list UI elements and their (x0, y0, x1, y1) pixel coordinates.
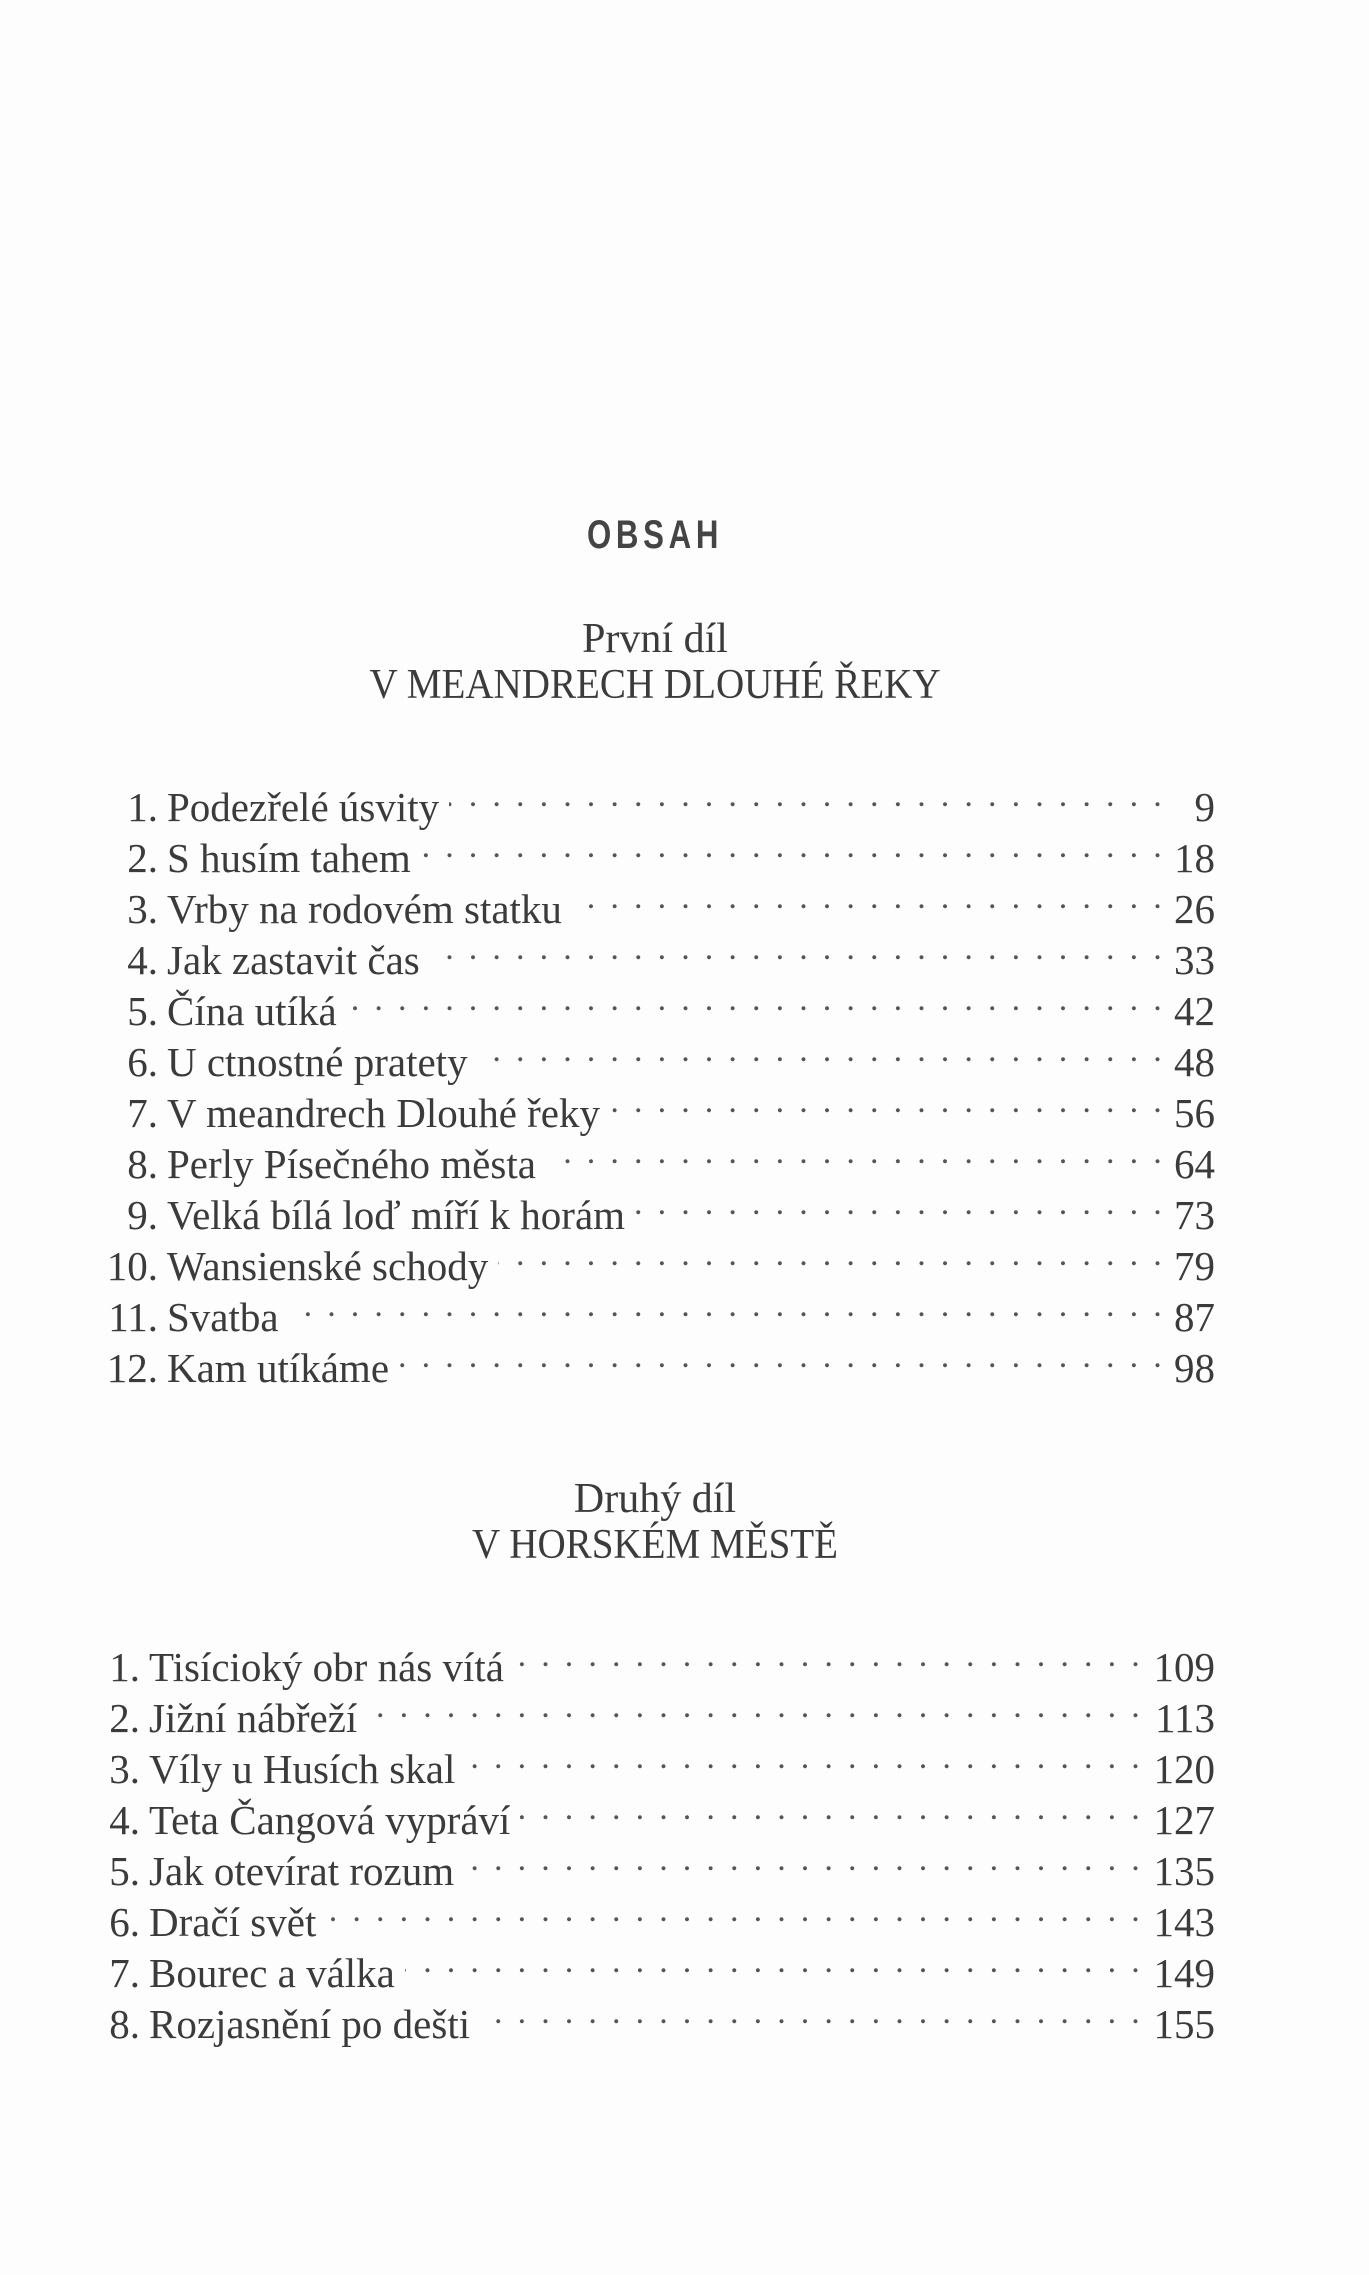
dot-leader (520, 1783, 1143, 1834)
page-number: 143 (1153, 1899, 1215, 1945)
page-number: 26 (1174, 886, 1215, 932)
chapter-number: 7. (109, 1950, 140, 1996)
chapter-title: Wansienské schody (167, 1243, 489, 1289)
chapter-number: 12. (106, 1345, 158, 1391)
chapter-number: 8. (109, 2001, 140, 2047)
page-number: 109 (1153, 1644, 1215, 1690)
chapter-title: Jak otevírat rozum (149, 1848, 455, 1894)
chapter-title: Svatba (167, 1294, 279, 1340)
chapter-number: 9. (127, 1192, 158, 1238)
page-number: 98 (1174, 1345, 1215, 1391)
dot-leader (610, 1076, 1165, 1127)
toc-entry (100, 1630, 1215, 1690)
chapter-number: 3. (109, 1746, 140, 1792)
part-heading (0, 616, 1310, 708)
page-number: 48 (1174, 1039, 1215, 1085)
chapter-title: Jižní nábřeží (149, 1695, 358, 1741)
dot-leader (465, 1732, 1143, 1783)
chapter-title: S husím tahem (167, 835, 411, 881)
chapter-title: Víly u Husích skal (149, 1746, 456, 1792)
toc-entry (100, 770, 1215, 830)
chapter-number: 4. (109, 1797, 140, 1843)
dot-leader (430, 923, 1165, 974)
chapter-number: 1. (109, 1644, 140, 1690)
chapter-number: 10. (106, 1243, 158, 1289)
chapter-number: 7. (127, 1090, 158, 1136)
part-subtitle: V HORSKÉM MĚSTĚ (471, 1522, 839, 1568)
chapter-list (100, 1630, 1215, 2047)
dot-leader (421, 821, 1165, 872)
chapter-number: 1. (127, 784, 158, 830)
page-number: 127 (1153, 1797, 1215, 1843)
page-number: 33 (1174, 937, 1215, 983)
dot-leader (449, 770, 1165, 821)
page-number: 64 (1174, 1141, 1215, 1187)
chapter-number: 3. (127, 886, 158, 932)
dot-leader (480, 1987, 1143, 2038)
page-number: 113 (1155, 1695, 1215, 1741)
chapter-title: Velká bílá loď míří k horám (167, 1192, 626, 1238)
page-number: 149 (1153, 1950, 1215, 1996)
page-number: 73 (1174, 1192, 1215, 1238)
chapter-title: Teta Čangová vypráví (149, 1797, 511, 1843)
dot-leader (635, 1178, 1165, 1229)
part-label: První díl (582, 616, 728, 662)
chapter-title: Podezřelé úsvity (167, 784, 440, 830)
chapter-title: Čína utíká (167, 988, 337, 1034)
chapter-title: U ctnostné pratety (167, 1039, 468, 1085)
chapter-title: Bourec a válka (149, 1950, 395, 1996)
page-number: 9 (1194, 784, 1215, 830)
dot-leader (572, 872, 1165, 923)
dot-leader (514, 1630, 1143, 1681)
chapter-title: Dračí svět (149, 1899, 317, 1945)
toc-title: OBSAH (586, 513, 724, 557)
chapter-title: Perly Písečného města (167, 1141, 536, 1187)
chapter-title: Rozjasnění po dešti (149, 2001, 471, 2047)
page-number: 18 (1174, 835, 1215, 881)
dot-leader (326, 1885, 1143, 1936)
part-heading (0, 1476, 1310, 1568)
chapter-title: V meandrech Dlouhé řeky (167, 1090, 601, 1136)
page-number: 155 (1153, 2001, 1215, 2047)
page-number: 56 (1174, 1090, 1215, 1136)
chapter-title: Kam utíkáme (167, 1345, 390, 1391)
chapter-number: 5. (127, 988, 158, 1034)
part-subtitle: V MEANDRECH DLOUHÉ ŘEKY (369, 662, 941, 708)
dot-leader (464, 1834, 1143, 1885)
chapter-number: 2. (109, 1695, 140, 1741)
dot-leader (498, 1229, 1165, 1280)
dot-leader (546, 1127, 1165, 1178)
dot-leader (399, 1331, 1165, 1382)
chapter-number: 4. (127, 937, 158, 983)
chapter-number: 5. (109, 1848, 140, 1894)
chapter-title: Vrby na rodovém statku (167, 886, 562, 932)
chapter-title: Tisícioký obr nás vítá (149, 1644, 504, 1690)
dot-leader (367, 1681, 1143, 1732)
chapter-number: 11. (108, 1294, 158, 1340)
chapter-title: Jak zastavit čas (167, 937, 420, 983)
page-number: 135 (1153, 1848, 1215, 1894)
dot-leader (405, 1936, 1143, 1987)
page-number: 87 (1174, 1294, 1215, 1340)
page-number: 120 (1153, 1746, 1215, 1792)
part-label: Druhý díl (573, 1476, 737, 1522)
dot-leader (478, 1025, 1165, 1076)
chapter-number: 6. (109, 1899, 140, 1945)
page-number: 79 (1174, 1243, 1215, 1289)
chapter-number: 8. (127, 1141, 158, 1187)
dot-leader (347, 974, 1165, 1025)
dot-leader (289, 1280, 1165, 1331)
page-number: 42 (1174, 988, 1215, 1034)
chapter-list (100, 770, 1215, 1391)
chapter-number: 6. (127, 1039, 158, 1085)
chapter-number: 2. (127, 835, 158, 881)
